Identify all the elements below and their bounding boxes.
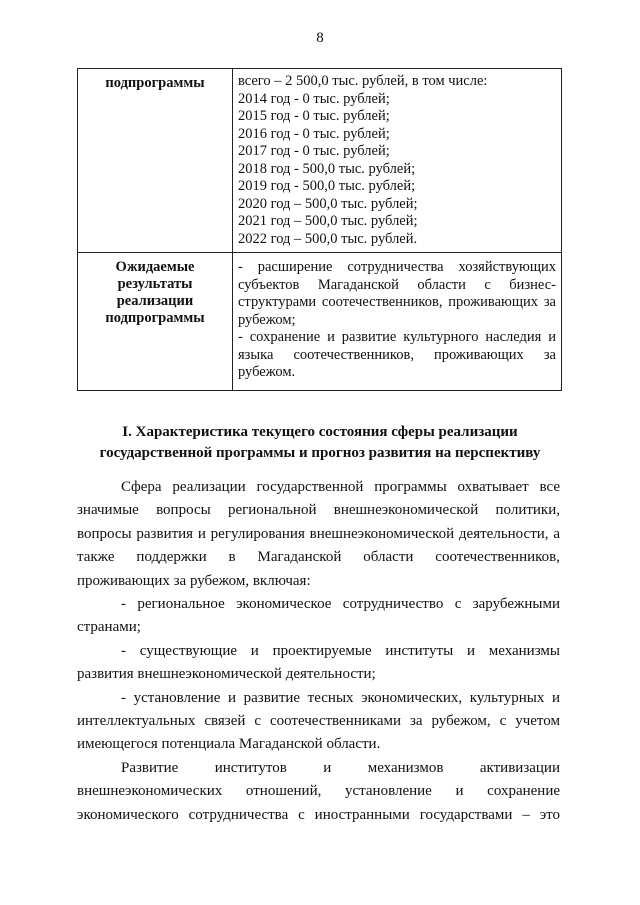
row-label-funding: подпрограммы bbox=[78, 69, 233, 253]
label-line: подпрограммы bbox=[105, 310, 205, 326]
funding-year-line: 2021 год – 500,0 тыс. рублей; bbox=[238, 213, 418, 229]
funding-year-line: 2019 год - 500,0 тыс. рублей; bbox=[238, 178, 416, 194]
funding-year-line: 2018 год - 500,0 тыс. рублей; bbox=[238, 160, 416, 177]
section-heading: I. Характеристика текущего состояния сферы реализации государственной программы и прогноз развития на перспективу bbox=[99, 424, 541, 461]
expected-result-item: - расширение сотрудничества хозяйствующих субъектов Магаданской области с бизнес-структурами соотечественников, проживающих за рубежом; bbox=[238, 259, 556, 328]
funding-year-line: 2015 год - 0 тыс. рублей; bbox=[238, 108, 390, 124]
body-paragraph: Развитие институтов и механизмов активизации внешнеэкономических отношений, установление и сохранение экономического сотрудничества с иностранными государствами – это bbox=[77, 759, 560, 823]
row-label-expected-results bbox=[78, 253, 233, 391]
table-row-expected-results bbox=[78, 253, 562, 391]
page-number: 8 bbox=[316, 30, 324, 46]
funding-year-line: 2017 год - 0 тыс. рублей; bbox=[238, 143, 390, 159]
section-body bbox=[77, 476, 560, 827]
label-line: Ожидаемые bbox=[115, 259, 195, 275]
expected-results-cell bbox=[233, 253, 562, 391]
subprogram-passport-table bbox=[77, 68, 562, 391]
body-list-item: - региональное экономическое сотрудничество с зарубежными странами; bbox=[77, 596, 560, 636]
label-line: реализации bbox=[116, 293, 194, 309]
label-line: результаты bbox=[117, 276, 193, 292]
body-paragraph: Сфера реализации государственной программы охватывает все значимые вопросы региональной внешнеэкономической политики, вопросы развития и регулирования внешнеэкономической деятельности, а также поддержки в Магаданской области соотечественников, проживающих за рубежом, включая: bbox=[77, 479, 560, 589]
body-list-item: - существующие и проектируемые институты и механизмы развития внешнеэкономической деятельности; bbox=[77, 642, 560, 683]
funding-year-line: 2016 год - 0 тыс. рублей; bbox=[238, 125, 390, 142]
funding-year-line: 2014 год - 0 тыс. рублей; bbox=[238, 90, 390, 107]
funding-total: всего – 2 500,0 тыс. рублей, в том числе: bbox=[238, 73, 488, 89]
table-row-funding bbox=[78, 69, 562, 253]
funding-values-cell bbox=[233, 69, 562, 253]
funding-year-line: 2022 год – 500,0 тыс. рублей. bbox=[238, 230, 418, 247]
funding-year-line: 2020 год – 500,0 тыс. рублей; bbox=[238, 195, 418, 212]
body-list-item: - установление и развитие тесных экономических, культурных и интеллектуальных связей с соотечественниками за рубежом, с учетом имеющегося потенциала Магаданской области. bbox=[77, 689, 560, 753]
expected-result-item: - сохранение и развитие культурного наследия и языка соотечественников, проживающих за рубежом. bbox=[238, 329, 556, 380]
